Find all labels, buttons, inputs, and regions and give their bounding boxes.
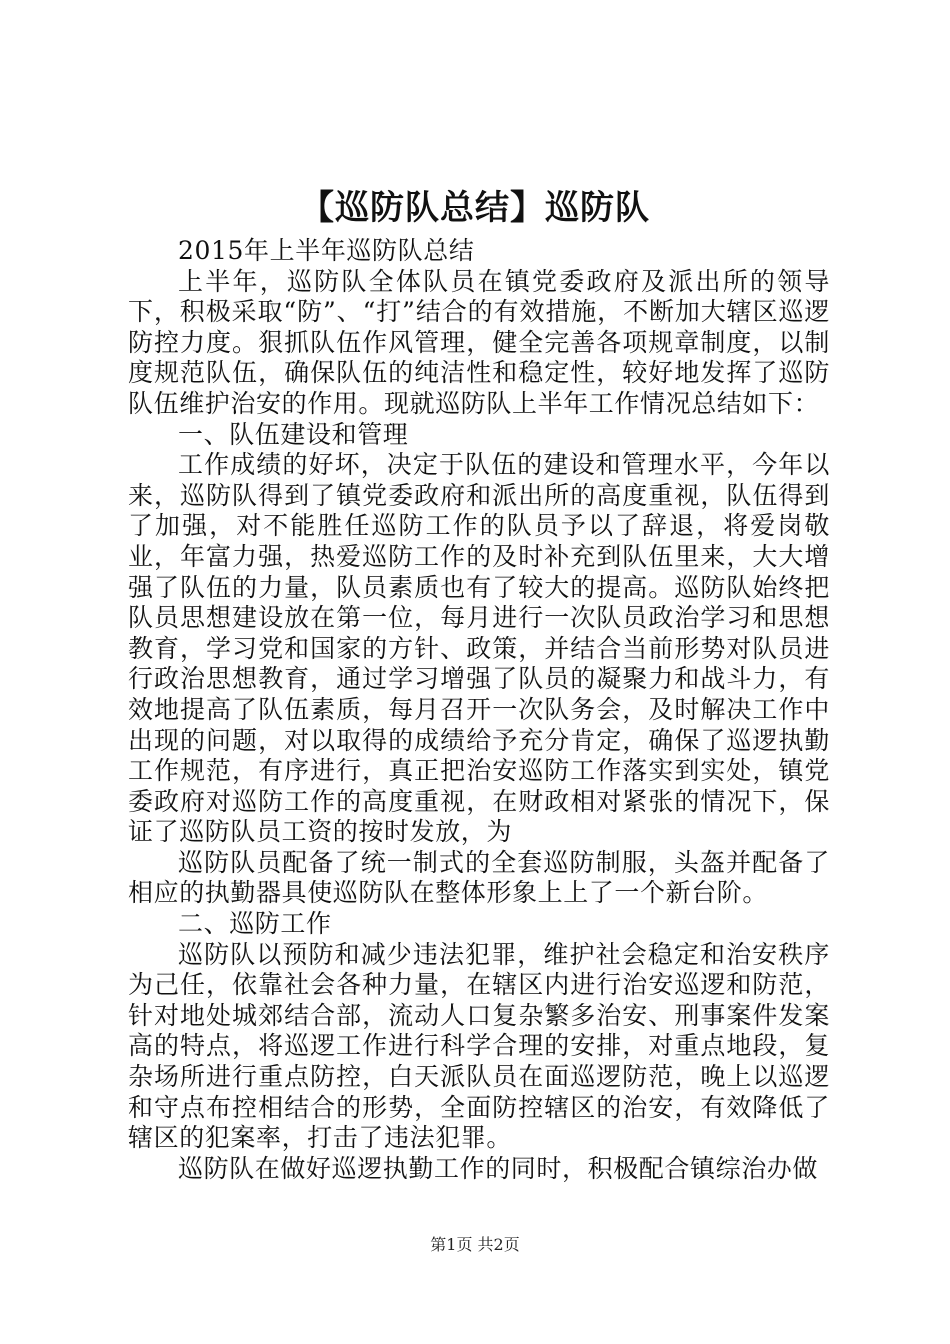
- document-body: [128, 236, 830, 1184]
- paragraph-uniforms: 巡防队员配备了统一制式的全套巡防制服，头盔并配备了相应的执勤器具使巡防队在整体形象上上了一个新台阶。: [128, 847, 830, 908]
- paragraph-intro: 上半年，巡防队全体队员在镇党委政府及派出所的领导下，积极采取“防”、“打”结合的有效措施，不断加大辖区巡逻防控力度。狠抓队伍作风管理，健全完善各项规章制度，以制度规范队伍，确保队伍的纯洁性和稳定性，较好地发挥了巡防队伍维护治安的作用。现就巡防队上半年工作情况总结如下：: [128, 266, 830, 418]
- section-heading-patrol-work: 二、巡防工作: [178, 909, 332, 939]
- document-subtitle: 2015年上半年巡防队总结: [178, 236, 475, 265]
- paragraph-team-building: 工作成绩的好坏，决定于队伍的建设和管理水平，今年以来，巡防队得到了镇党委政府和派出所的高度重视，队伍得到了加强，对不能胜任巡防工作的队员予以了辞退，将爱岗敬业，年富力强，热爱巡防工作的及时补充到队伍里来，大大增强了队伍的力量，队员素质也有了较大的提高。巡防队始终把队员思想建设放在第一位，每月进行一次队员政治学习和思想教育，学习党和国家的方针、政策，并结合当前形势对队员进行政治思想教育，通过学习增强了队员的凝聚力和战斗力，有效地提高了队伍素质，每月召开一次队务会，及时解决工作中出现的问题，对以取得的成绩给予充分肯定，确保了巡逻执勤工作规范，有序进行，真正把治安巡防工作落实到实处，镇党委政府对巡防工作的高度重视，在财政相对紧张的情况下，保证了巡防队员工资的按时发放，为: [128, 450, 830, 847]
- paragraph-patrol-work: 巡防队以预防和减少违法犯罪，维护社会稳定和治安秩序为己任，依靠社会各种力量，在辖区内进行治安巡逻和防范，针对地处城郊结合部，流动人口复杂繁多治安、刑事案件发案高的特点，将巡逻工作进行科学合理的安排，对重点地段，复杂场所进行重点防控，白天派队员在面巡逻防范，晚上以巡逻和守点布控相结合的形势，全面防控辖区的治安，有效降低了辖区的犯案率，打击了违法犯罪。: [128, 939, 830, 1153]
- paragraph-cooperation: 巡防队在做好巡逻执勤工作的同时，积极配合镇综治办做: [178, 1153, 819, 1183]
- page-number-footer: 第1页 共2页: [430, 1235, 520, 1254]
- section-heading-team-building: 一、队伍建设和管理: [178, 419, 409, 449]
- document-title: 【巡防队总结】巡防队: [300, 188, 650, 228]
